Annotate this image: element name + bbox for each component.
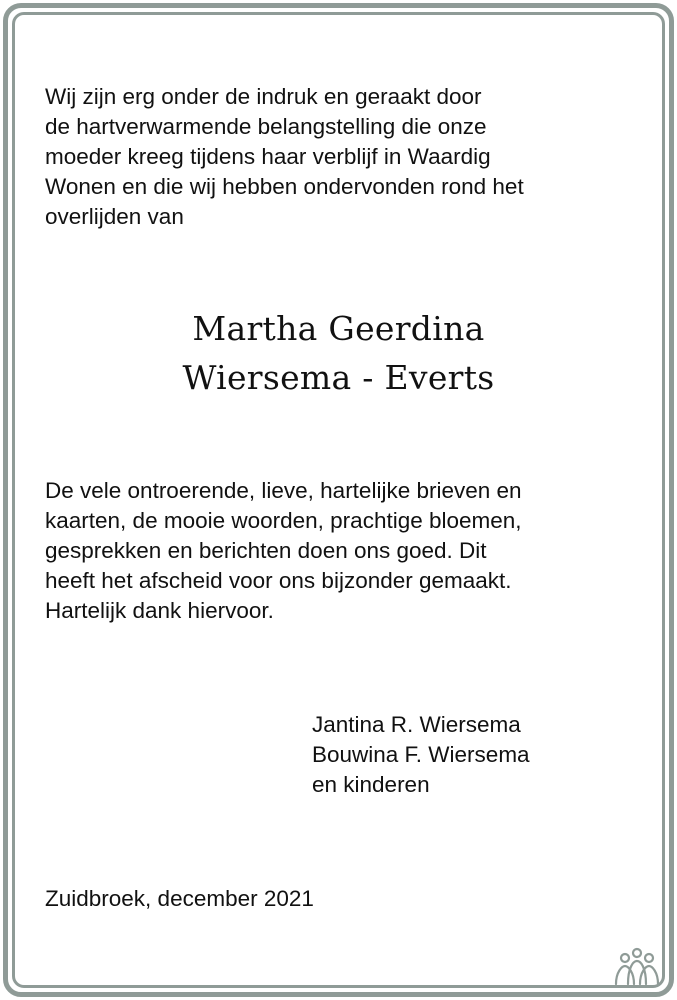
intro-line: Wonen en die wij hebben ondervonden rond het <box>45 174 524 199</box>
signature-line: Jantina R. Wiersema <box>312 712 521 737</box>
location-date <box>45 884 645 914</box>
intro-line: de hartverwarmende belangstelling die onze <box>45 114 487 139</box>
intro-line: moeder kreeg tijdens haar verblijf in Waardig <box>45 144 491 169</box>
signature-line: Bouwina F. Wiersema <box>312 742 530 767</box>
thanks-line: heeft het afscheid voor ons bijzonder gemaakt. <box>45 568 512 593</box>
deceased-name <box>0 304 677 402</box>
deceased-name-line2: Wiersema - Everts <box>182 358 495 397</box>
intro-line: Wij zijn erg onder de indruk en geraakt door <box>45 84 482 109</box>
thanks-line: kaarten, de mooie woorden, prachtige bloemen, <box>45 508 522 533</box>
thanks-paragraph <box>45 476 645 626</box>
family-figures-icon <box>613 946 661 986</box>
signature-line: en kinderen <box>312 772 430 797</box>
location-date-text: Zuidbroek, december 2021 <box>45 886 314 911</box>
intro-paragraph <box>45 82 645 232</box>
deceased-name-line1: Martha Geerdina <box>192 309 485 348</box>
thanks-line: Hartelijk dank hiervoor. <box>45 598 274 623</box>
signatures-block <box>312 710 530 800</box>
thanks-line: gesprekken en berichten doen ons goed. Dit <box>45 538 487 563</box>
intro-line: overlijden van <box>45 204 184 229</box>
thanks-line: De vele ontroerende, lieve, hartelijke brieven en <box>45 478 522 503</box>
